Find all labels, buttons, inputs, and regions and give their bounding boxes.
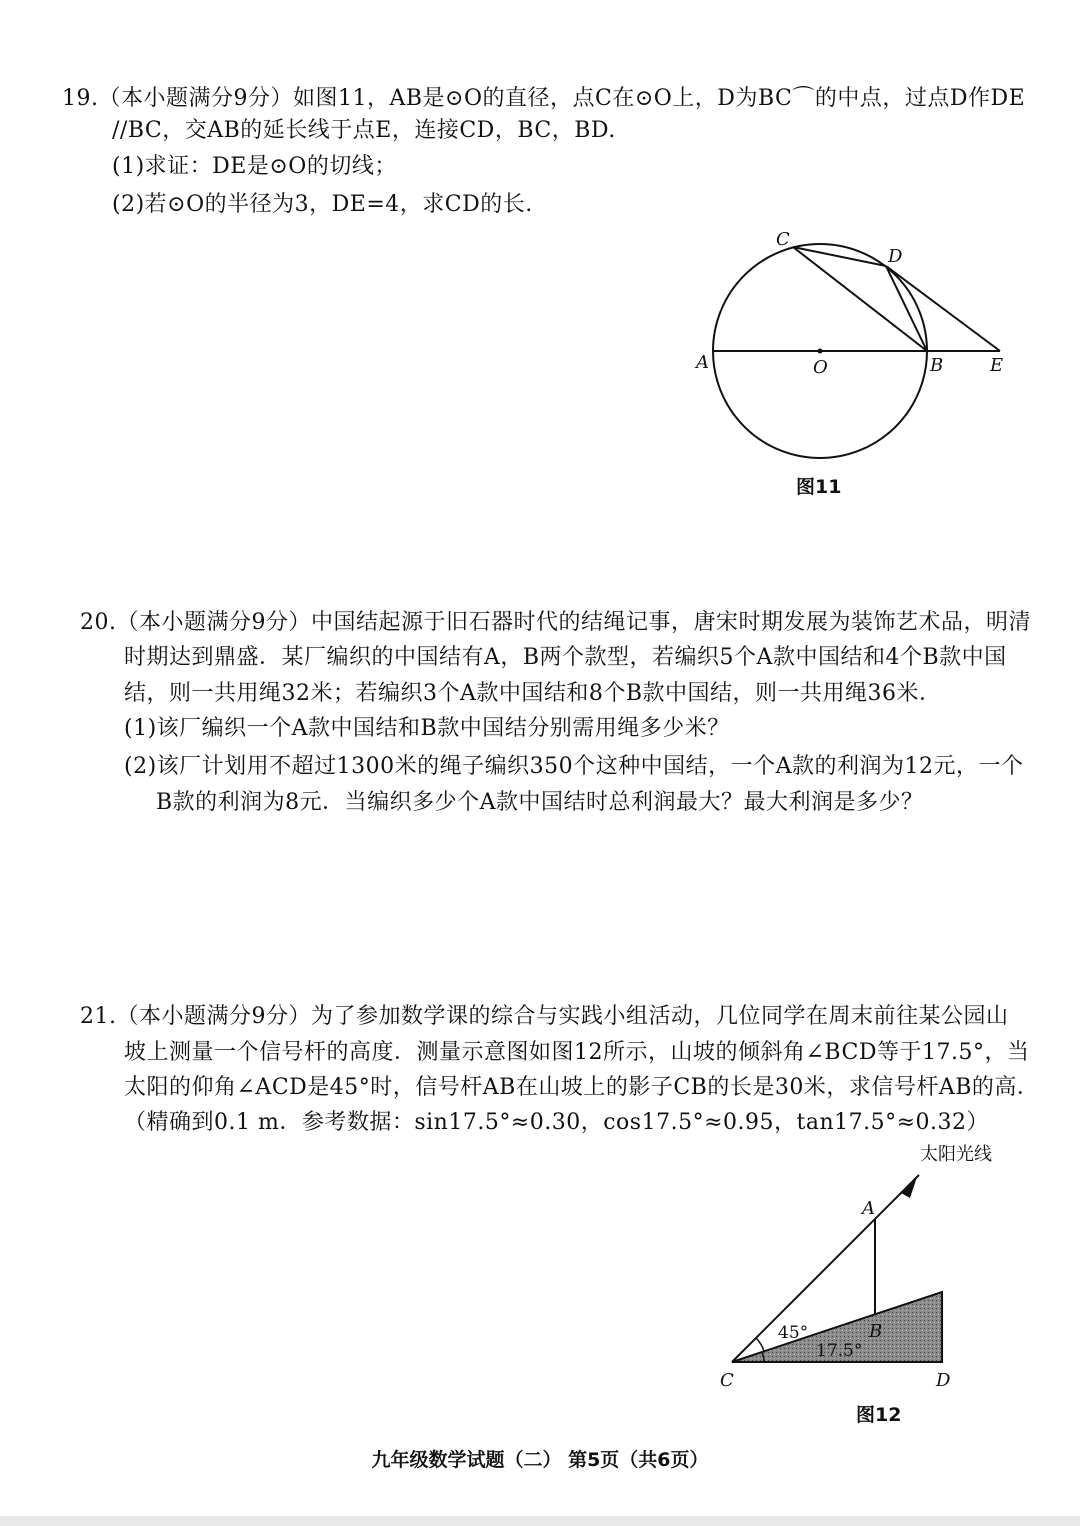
label-c: C xyxy=(720,1370,734,1391)
q19-part-1: (1)求证：DE是⊙O的切线； xyxy=(112,154,397,179)
label-b: B xyxy=(930,355,944,376)
q19-line-1: 19.（本小题满分9分）如图11，AB是⊙O的直径，点C在⊙O上，D为BC⌒的中点，过点D作DE xyxy=(62,86,1026,111)
q21-line-3: 太阳的仰角∠ACD是45°时，信号杆AB在山坡上的影子CB的长是30米，求信号杆AB的高． xyxy=(124,1075,1040,1100)
figure-12-caption: 图12 xyxy=(856,1404,902,1426)
chord-db xyxy=(886,266,927,351)
label-d: D xyxy=(936,1370,951,1391)
q21-line-4: （精确到0.1 m．参考数据：sin17.5°≈0.30，cos17.5°≈0.95，tan17.5°≈0.32） xyxy=(124,1110,990,1135)
label-a: A xyxy=(862,1198,875,1219)
label-o: O xyxy=(813,357,828,378)
q20-line-2: 时期达到鼎盛．某厂编织的中国结有A，B两个款型，若编织5个A款中国结和4个B款中国 xyxy=(124,645,1007,670)
angle-arc-45 xyxy=(756,1338,764,1351)
figure-12 xyxy=(712,1140,1012,1400)
angle-45-label: 45° xyxy=(778,1323,809,1343)
label-c: C xyxy=(776,229,790,250)
center-point xyxy=(818,349,823,354)
label-e: E xyxy=(990,355,1004,376)
chord-cb xyxy=(793,247,927,351)
q20-part-1: (1)该厂编织一个A款中国结和B款中国结分别需用绳多少米？ xyxy=(124,716,730,741)
sunlight-label: 太阳光线 xyxy=(920,1144,992,1165)
page-footer: 九年级数学试题（二） 第5页（共6页） xyxy=(371,1449,709,1471)
figure-11 xyxy=(690,225,1020,465)
line-de xyxy=(886,266,1000,351)
label-a: A xyxy=(696,352,709,373)
q19-line-2: //BC，交AB的延长线于点E，连接CD，BC，BD. xyxy=(112,118,616,143)
q20-part-2: (2)该厂计划用不超过1300米的绳子编织350个这种中国结，一个A款的利润为12元，一个 xyxy=(124,754,1024,779)
q19-part-2: (2)若⊙O的半径为3，DE=4，求CD的长. xyxy=(112,192,533,217)
angle-17-5-label: 17.5° xyxy=(816,1341,863,1361)
label-d: D xyxy=(888,246,903,267)
figure-11-caption: 图11 xyxy=(796,476,842,498)
label-b: B xyxy=(869,1321,883,1342)
scan-bottom-edge xyxy=(0,1516,1080,1526)
q20-line-1: 20.（本小题满分9分）中国结起源于旧石器时代的结绳记事，唐宋时期发展为装饰艺术品，明清 xyxy=(80,610,1031,635)
q21-line-1: 21.（本小题满分9分）为了参加数学课的综合与实践小组活动，几位同学在周末前往某公园山 xyxy=(80,1004,1009,1029)
q20-part-2-cont: B款的利润为8元．当编织多少个A款中国结时总利润最大？最大利润是多少？ xyxy=(156,790,924,815)
q21-line-2: 坡上测量一个信号杆的高度．测量示意图如图12所示，山坡的倾斜角∠BCD等于17.5°，当 xyxy=(124,1040,1030,1065)
q20-line-3: 结，则一共用绳32米；若编织3个A款中国结和8个B款中国结，则一共用绳36米． xyxy=(124,681,942,706)
sun-ray-arrow xyxy=(901,1177,917,1198)
